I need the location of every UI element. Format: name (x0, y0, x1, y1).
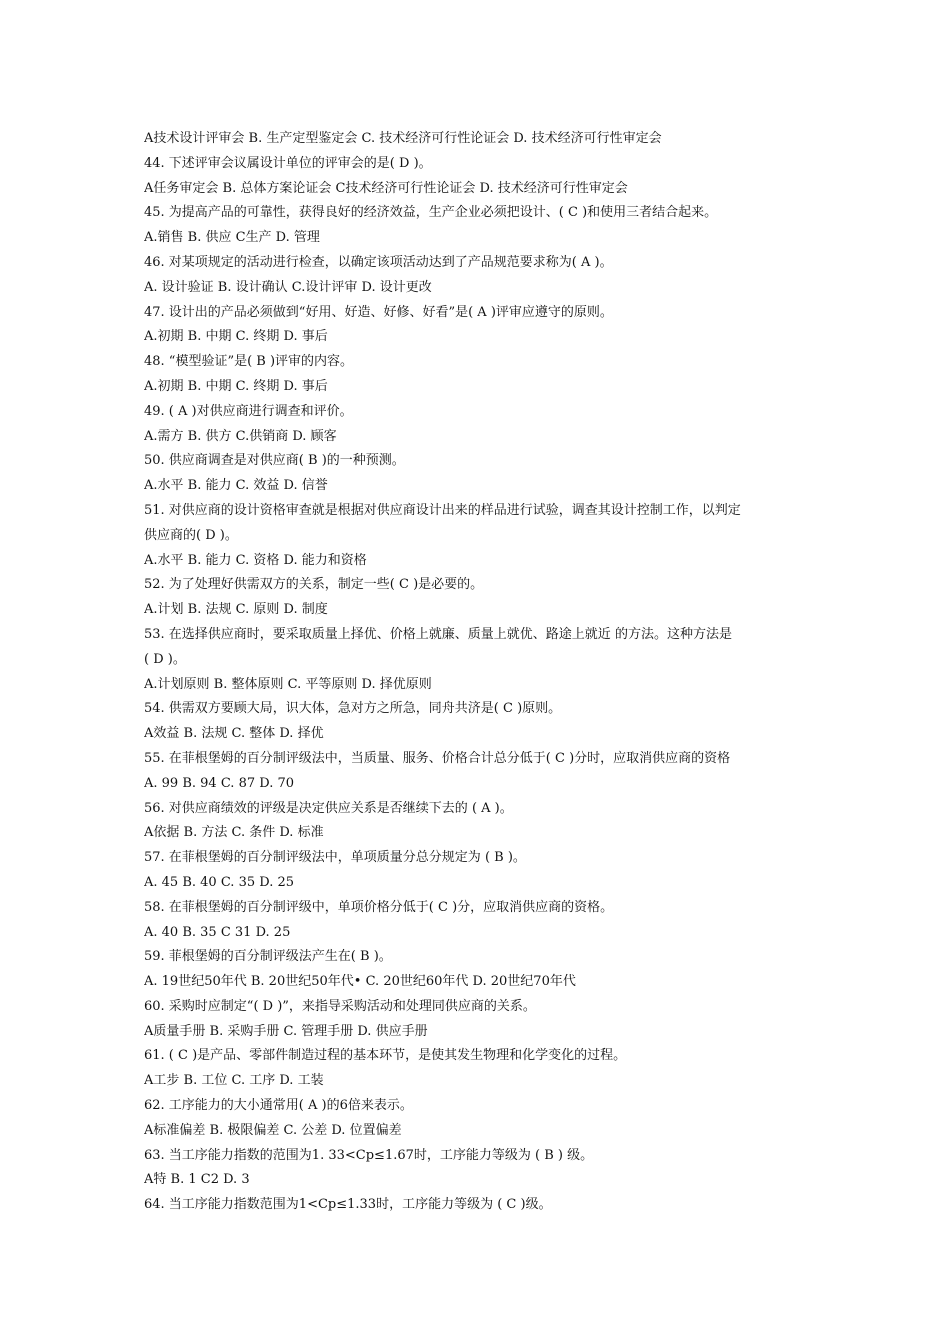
text-line: A.初期 B. 中期 C. 终期 D. 事后 (144, 378, 328, 394)
text-line: 44. 下述评审会议属设计单位的评审会的是( D )。 (144, 155, 432, 171)
text-line: 62. 工序能力的大小通常用( A )的6倍来表示。 (144, 1098, 413, 1114)
text-line: 59. 菲根堡姆的百分制评级法产生在( B )。 (144, 949, 392, 965)
text-line: 46. 对某项规定的活动进行检查，以确定该项活动达到了产品规范要求称为( A )。 (144, 254, 613, 270)
text-line: 61. ( C )是产品、零部件制造过程的基本环节，是使其发生物理和化学变化的过程。 (144, 1048, 627, 1064)
text-line: A技术设计评审会 B. 生产定型鉴定会 C. 技术经济可行性论证会 D. 技术经济可行性审定会 (144, 131, 662, 146)
text-line: A.需方 B. 供方 C.供销商 D. 顾客 (144, 428, 337, 444)
text-line: A工步 B. 工位 C. 工序 D. 工装 (144, 1073, 324, 1089)
text-line: 供应商的( D )。 (144, 527, 238, 543)
text-line: A效益 B. 法规 C. 整体 D. 择优 (144, 726, 324, 742)
text-line: 55. 在菲根堡姆的百分制评级法中，当质量、服务、价格合计总分低于( C )分时，应取消供应商的资格 (144, 750, 731, 766)
text-line: A. 40 B. 35 C 31 D. 25 (144, 924, 291, 940)
text-line: 49. ( A )对供应商进行调查和评价。 (144, 403, 353, 419)
text-line: A. 99 B. 94 C. 87 D. 70 (144, 775, 295, 791)
text-line: 50. 供应商调查是对供应商( B )的一种预测。 (144, 453, 405, 469)
question-list (144, 127, 810, 1218)
text-line: A.水平 B. 能力 C. 效益 D. 信誉 (144, 478, 328, 494)
text-line: A. 19世纪50年代 B. 20世纪50年代• C. 20世纪60年代 D. 20世纪70年代 (144, 974, 576, 990)
text-line: 52. 为了处理好供需双方的关系，制定一些( C )是必要的。 (144, 577, 484, 593)
text-line: 53. 在选择供应商时，要采取质量上择优、价格上就廉、质量上就优、路途上就近 的方法。这种方法是 (144, 626, 732, 642)
text-line: A.计划 B. 法规 C. 原则 D. 制度 (144, 602, 328, 618)
text-line: 64. 当工序能力指数范围为1<Cp≤1.33时，工序能力等级为 ( C )级。 (144, 1197, 552, 1213)
text-line: A.初期 B. 中期 C. 终期 D. 事后 (144, 329, 328, 345)
text-line: 60. 采购时应制定“( D )”，来指导采购活动和处理同供应商的关系。 (144, 998, 536, 1014)
text-line: ( D )。 (144, 651, 186, 667)
text-line: 45. 为提高产品的可靠性，获得良好的经济效益，生产企业必须把设计、( C )和使用三者结合起来。 (144, 205, 718, 221)
text-line: 54. 供需双方要顾大局，识大体，急对方之所急，同舟共济是( C )原则。 (144, 701, 562, 717)
text-line: A.计划原则 B. 整体原则 C. 平等原则 D. 择优原则 (144, 676, 432, 692)
text-line: A特 B. 1 C2 D. 3 (144, 1172, 250, 1188)
text-line: 57. 在菲根堡姆的百分制评级法中，单项质量分总分规定为 ( B )。 (144, 850, 526, 866)
text-line: A质量手册 B. 采购手册 C. 管理手册 D. 供应手册 (144, 1023, 428, 1039)
text-line: 63. 当工序能力指数的范围为1. 33<Cp≤1.67时，工序能力等级为 ( B ) 级。 (144, 1147, 594, 1163)
text-line: A. 设计验证 B. 设计确认 C.设计评审 D. 设计更改 (144, 279, 432, 295)
text-line: A.水平 B. 能力 C. 资格 D. 能力和资格 (144, 552, 367, 568)
text-line: A依据 B. 方法 C. 条件 D. 标准 (144, 825, 324, 841)
text-line: A. 45 B. 40 C. 35 D. 25 (144, 874, 295, 890)
text-line: 47. 设计出的产品必须做到“好用、好造、好修、好看”是( A )评审应遵守的原则。 (144, 304, 613, 320)
text-line: A任务审定会 B. 总体方案论证会 C技术经济可行性论证会 D. 技术经济可行性审定会 (144, 180, 628, 196)
text-line: 51. 对供应商的设计资格审查就是根据对供应商设计出来的样品进行试验，调查其设计控制工作，以判定 (144, 502, 741, 518)
text-line: A标准偏差 B. 极限偏差 C. 公差 D. 位置偏差 (144, 1122, 402, 1138)
text-line: 48. “模型验证”是( B )评审的内容。 (144, 354, 354, 370)
text-line: A.销售 B. 供应 C生产 D. 管理 (144, 230, 320, 246)
text-line: 58. 在菲根堡姆的百分制评级中，单项价格分低于( C )分，应取消供应商的资格。 (144, 899, 614, 915)
text-line: 56. 对供应商绩效的评级是决定供应关系是否继续下去的 ( A )。 (144, 800, 513, 816)
